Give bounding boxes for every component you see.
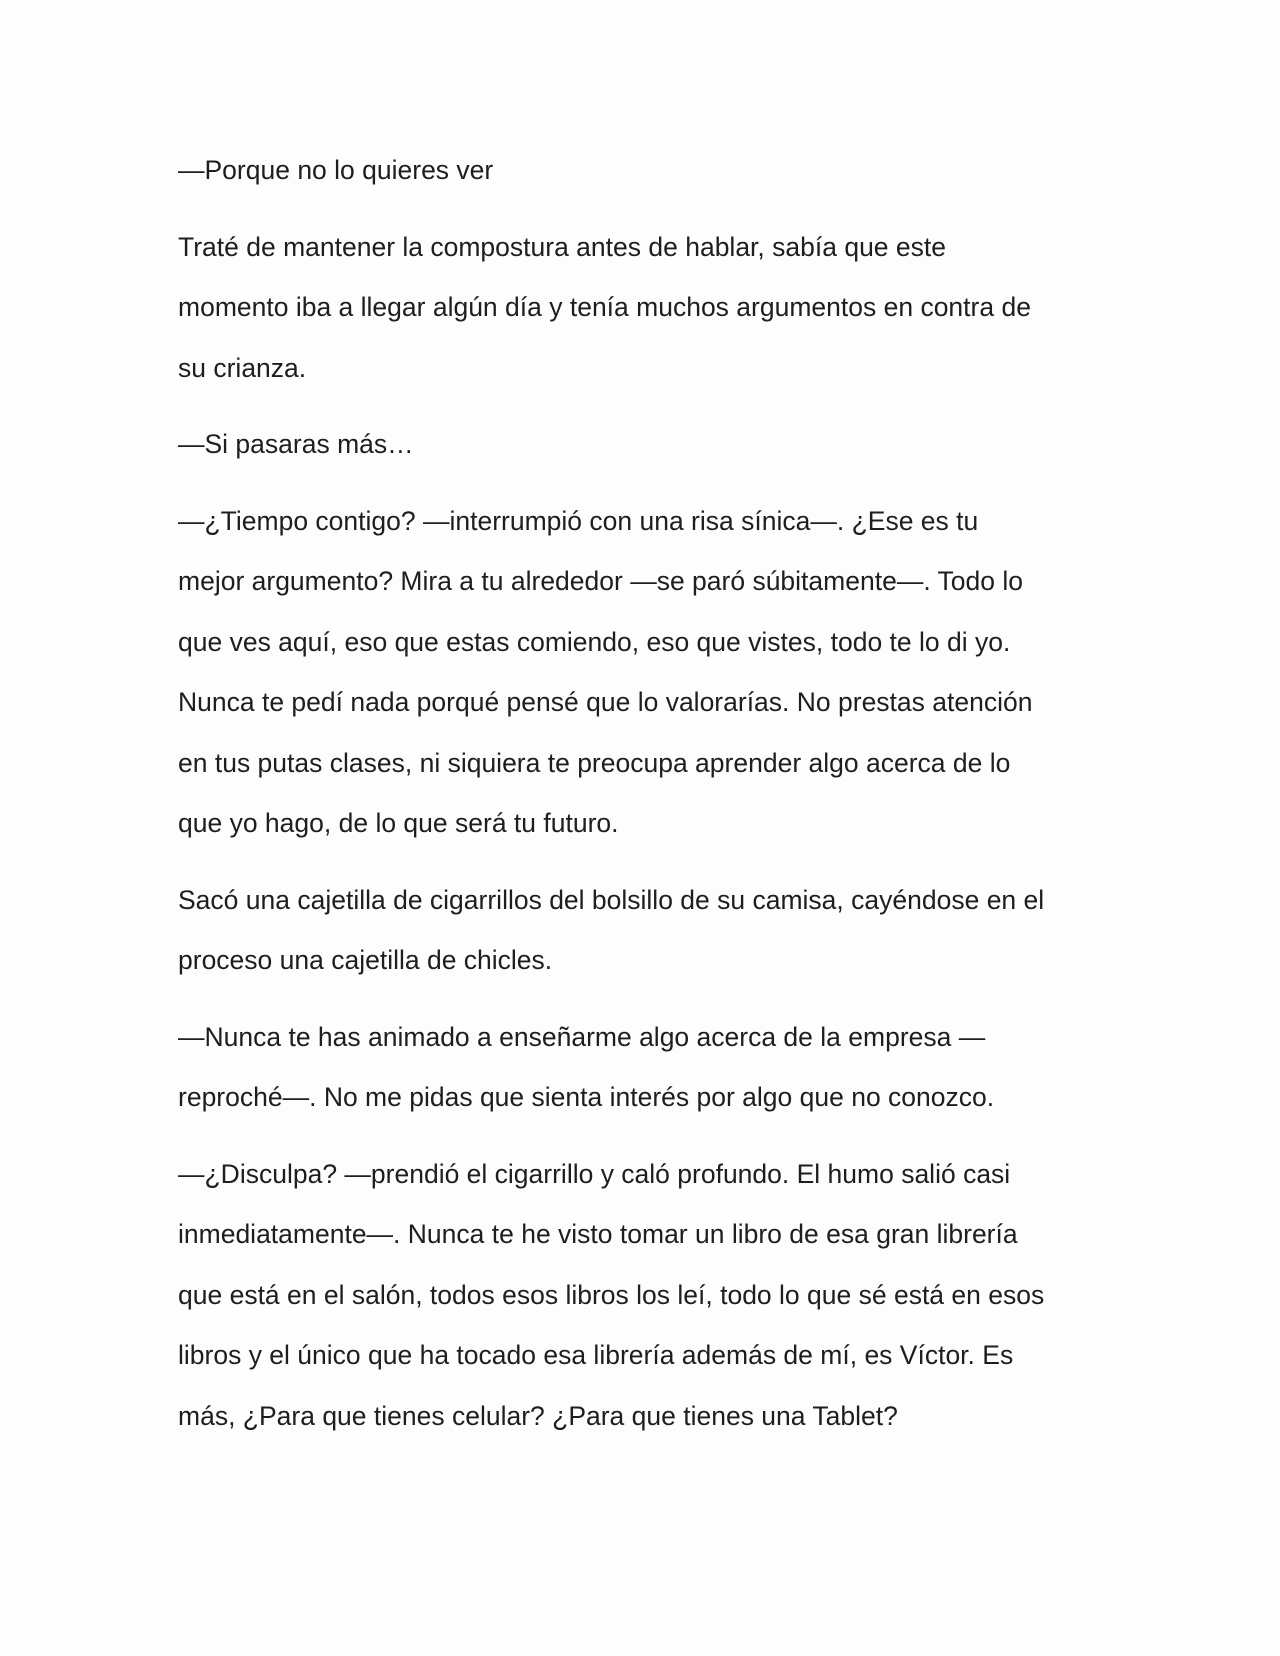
text-line: mejor argumento? Mira a tu alrededor —se paró súbitamente—. Todo lo <box>178 566 1024 596</box>
text-line: —¿Disculpa? —prendió el cigarrillo y caló profundo. El humo salió casi <box>178 1158 1011 1189</box>
paragraph-6 <box>178 1007 1118 1128</box>
paragraph-1 <box>178 140 1118 201</box>
text-line: que yo hago, de lo que será tu futuro. <box>178 808 619 838</box>
text-line: que está en el salón, todos esos libros los leí, todo lo que sé está en esos <box>178 1279 1045 1310</box>
text-line: —Nunca te has animado a enseñarme algo acerca de la empresa — <box>178 1021 986 1052</box>
paragraph-7 <box>178 1144 1118 1447</box>
text-line: su crianza. <box>178 352 307 383</box>
text-line: Traté de mantener la compostura antes de hablar, sabía que este <box>178 231 946 262</box>
paragraph-2 <box>178 217 1118 399</box>
text-line: Nunca te pedí nada porqué pensé que lo valorarías. No prestas atención <box>178 687 1033 717</box>
paragraph-4 <box>178 491 1118 854</box>
text-line: Sacó una cajetilla de cigarrillos del bolsillo de su camisa, cayéndose en el <box>178 884 1045 915</box>
text-line: en tus putas clases, ni siquiera te preocupa aprender algo acerca de lo <box>178 747 1011 778</box>
text-line: libros y el único que ha tocado esa librería además de mí, es Víctor. Es <box>178 1340 1014 1370</box>
paragraph-3 <box>178 414 1118 475</box>
document-page <box>178 140 1118 1462</box>
paragraph-5 <box>178 870 1118 991</box>
text-line: más, ¿Para que tienes celular? ¿Para que tienes una Tablet? <box>178 1400 898 1431</box>
text-line: reproché—. No me pidas que sienta interés por algo que no conozco. <box>178 1082 995 1112</box>
text-line: que ves aquí, eso que estas comiendo, eso que vistes, todo te lo di yo. <box>178 626 1011 657</box>
text-line: inmediatamente—. Nunca te he visto tomar un libro de esa gran librería <box>178 1219 1018 1249</box>
text-line: —Porque no lo quieres ver <box>178 155 494 185</box>
text-line: proceso una cajetilla de chicles. <box>178 945 553 975</box>
text-line: —¿Tiempo contigo? —interrumpió con una risa sínica—. ¿Ese es tu <box>178 505 979 536</box>
text-line: —Si pasaras más… <box>178 429 414 459</box>
text-line: momento iba a llegar algún día y tenía muchos argumentos en contra de <box>178 292 1031 322</box>
